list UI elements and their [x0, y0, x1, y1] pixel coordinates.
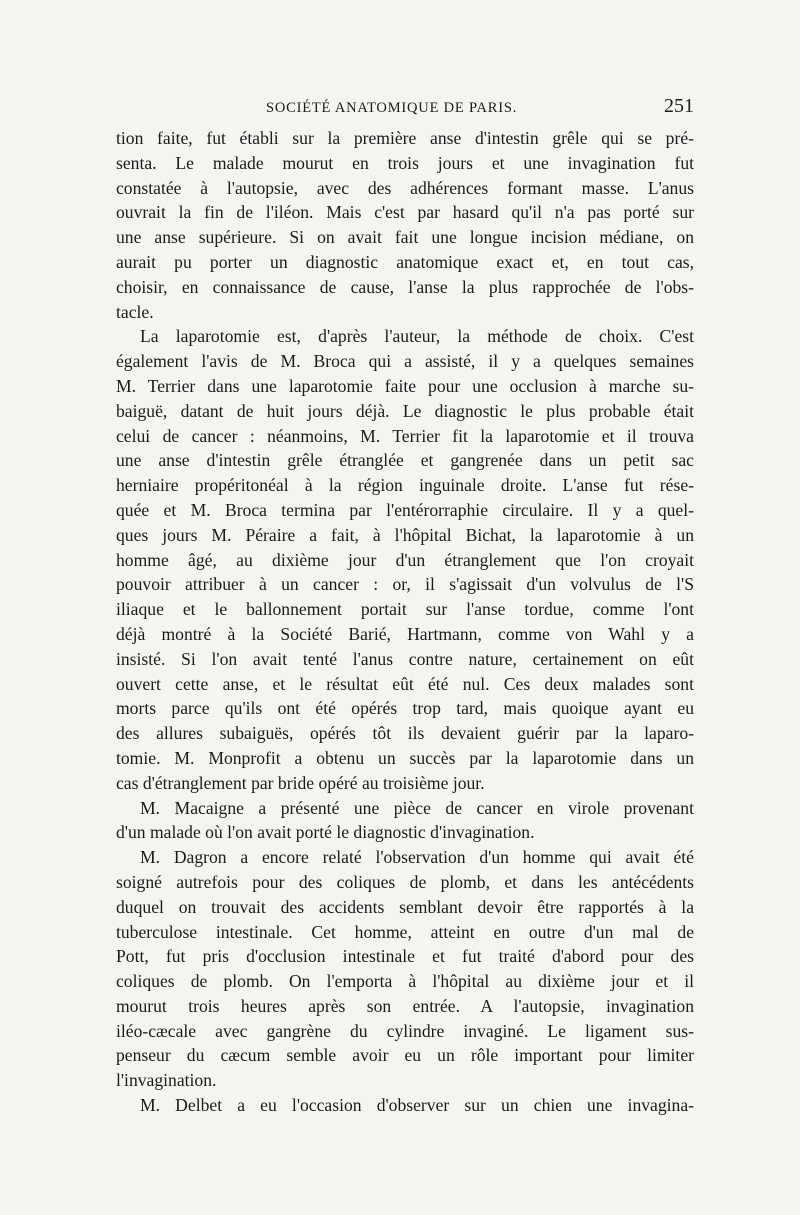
text-line: M. Dagron a encore relaté l'observation d'un homme qui avait été	[140, 847, 694, 868]
text-line: ouvrait la fin de l'iléon. Mais c'est par hasard qu'il n'a pas porté sur	[116, 202, 694, 223]
text-line: ouvert cette anse, et le résultat eût été nul. Ces deux malades sont	[116, 673, 694, 694]
text-line: morts parce qu'ils ont été opérés trop tard, mais quoique ayant eu	[116, 698, 694, 719]
text-line: La laparotomie est, d'après l'auteur, la méthode de choix. C'est	[140, 326, 694, 347]
text-line: choisir, en connaissance de cause, l'anse la plus rapprochée de l'obs-	[116, 276, 694, 297]
running-title: SOCIÉTÉ ANATOMIQUE DE PARIS.	[266, 100, 518, 116]
text-line: penseur du cæcum semble avoir eu un rôle important pour limiter	[116, 1045, 694, 1066]
page-header	[116, 95, 694, 124]
text-line: déjà montré à la Société Barié, Hartmann, comme von Wahl y a	[116, 623, 694, 644]
text-line: mourut trois heures après son entrée. A l'autopsie, invagination	[116, 995, 694, 1016]
text-line: Pott, fut pris d'occlusion intestinale et fut traité d'abord pour des	[116, 946, 694, 967]
text-line: herniaire propéritonéal à la région inguinale droite. L'anse fut rése-	[116, 475, 694, 496]
text-line: tacle.	[116, 301, 154, 322]
text-line: l'invagination.	[116, 1070, 217, 1091]
page-number: 251	[664, 95, 694, 117]
text-line: tomie. M. Monprofit a obtenu un succès par la laparotomie dans un	[116, 747, 694, 768]
text-line: pouvoir attribuer à un cancer : or, il s'agissait d'un volvulus de l'S	[116, 574, 694, 595]
text-line: baiguë, datant de huit jours déjà. Le diagnostic le plus probable était	[116, 400, 694, 421]
text-line: tion faite, fut établi sur la première anse d'intestin grêle qui se pré-	[116, 128, 694, 148]
text-line: M. Terrier dans une laparotomie faite pour une occlusion à marche su-	[116, 375, 694, 396]
text-line: M. Delbet a eu l'occasion d'observer sur un chien une invagina-	[140, 1095, 694, 1116]
text-line: quée et M. Broca termina par l'entérorraphie circulaire. Il y a quel-	[116, 499, 694, 520]
text-line: soigné autrefois pour des coliques de plomb, et dans les antécédents	[116, 871, 694, 892]
text-line: duquel on trouvait des accidents semblant devoir être rapportés à la	[116, 896, 694, 917]
body-text	[116, 126, 694, 1118]
text-line: senta. Le malade mourut en trois jours et une invagination fut	[116, 152, 694, 173]
text-line: iléo-cæcale avec gangrène du cylindre invaginé. Le ligament sus-	[116, 1020, 694, 1041]
text-line: une anse d'intestin grêle étranglée et gangrenée dans un petit sac	[116, 450, 694, 471]
text-line: tuberculose intestinale. Cet homme, atteint en outre d'un mal de	[116, 921, 694, 942]
text-line: ques jours M. Péraire a fait, à l'hôpital Bichat, la laparotomie à un	[116, 524, 694, 545]
text-line: constatée à l'autopsie, avec des adhérences formant masse. L'anus	[116, 177, 694, 198]
text-line: insisté. Si l'on avait tenté l'anus contre nature, certainement on eût	[116, 648, 694, 669]
text-line: également l'avis de M. Broca qui a assisté, il y a quelques semaines	[116, 351, 694, 372]
text-line: M. Macaigne a présenté une pièce de cancer en virole provenant	[140, 797, 694, 818]
text-line: cas d'étranglement par bride opéré au troisième jour.	[116, 772, 485, 793]
text-line: iliaque et le ballonnement portait sur l'anse tordue, comme l'ont	[116, 599, 694, 620]
text-line: homme âgé, au dixième jour d'un étranglement que l'on croyait	[116, 549, 694, 570]
text-line: d'un malade où l'on avait porté le diagnostic d'invagination.	[116, 822, 535, 843]
text-line: aurait pu porter un diagnostic anatomique exact et, en tout cas,	[116, 251, 694, 272]
text-line: une anse supérieure. Si on avait fait une longue incision médiane, on	[116, 227, 694, 248]
text-line: celui de cancer : néanmoins, M. Terrier fit la laparotomie et il trouva	[116, 425, 694, 446]
text-line: coliques de plomb. On l'emporta à l'hôpital au dixième jour et il	[116, 971, 694, 992]
text-line: des allures subaiguës, opérés tôt ils devaient guérir par la laparo-	[116, 723, 694, 744]
